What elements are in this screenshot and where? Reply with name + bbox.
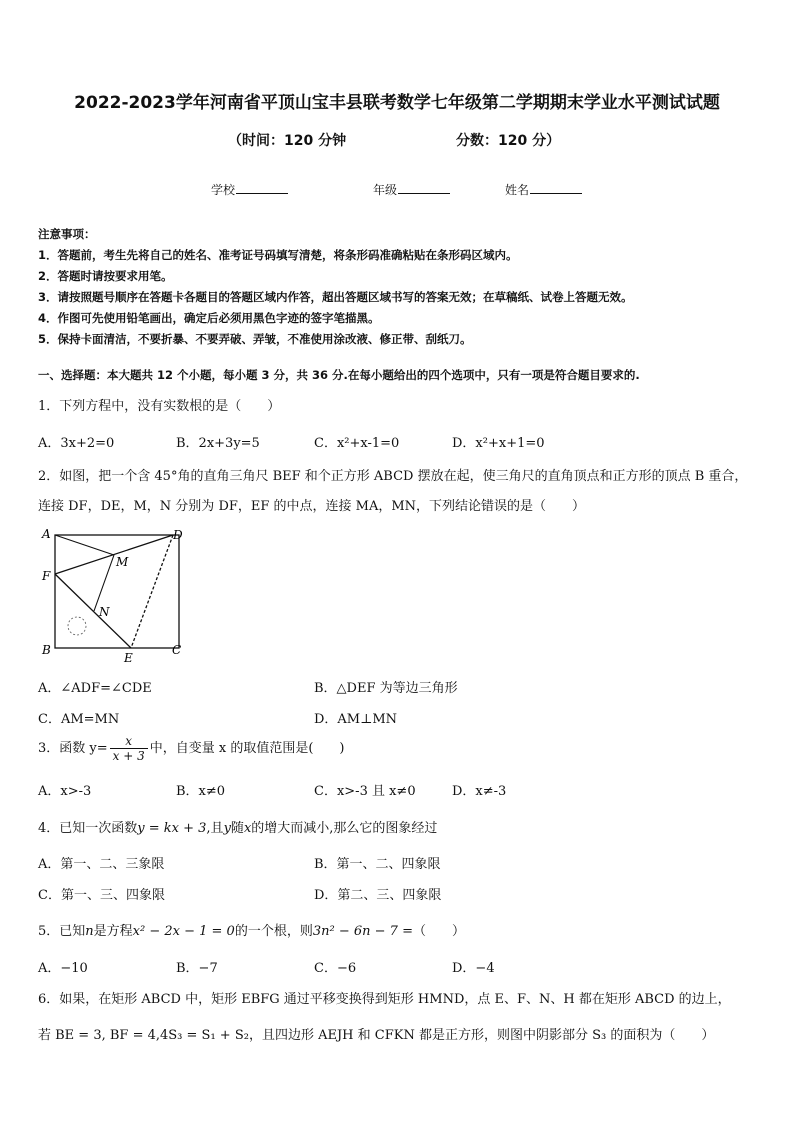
q4-stem	[38, 817, 437, 836]
q5-stem-mid: 是方程	[93, 924, 133, 939]
q5-stem-post: （ ）	[412, 924, 465, 939]
school-label: 学校	[211, 183, 236, 197]
q2-option-d[interactable]: D．AM⊥MN	[314, 712, 398, 727]
note-item: 3．请按照题号顺序在答题卡各题目的答题区域内作答，超出答题区域书写的答案无效；在草稿纸、试卷上答题无效。	[38, 290, 633, 304]
label-a: A	[42, 527, 51, 541]
grade-field[interactable]	[373, 181, 450, 198]
note-item: 1．答题前，考生先将自己的姓名、准考证号码填写清楚，将条形码准确粘贴在条形码区域内。	[38, 248, 518, 262]
notes-heading: 注意事项：	[38, 227, 96, 241]
q3-stem-pre: 3．函数 y=	[38, 741, 108, 756]
q2-stem: 2．如图，把一个含 45°角的直角三角尺 BEF 和个正方形 ABCD 摆放在起，使三角尺的直角顶点和正方形的顶点 B 重合，连接 DF，DE，M，N 分别为 DF，EF 的中点，连接 MA，MN，下列结论错误的是（ ）	[38, 469, 748, 514]
q4-option-b[interactable]: B．第一、二、四象限	[314, 857, 441, 872]
label-d: D	[173, 528, 183, 542]
q4-stem-pre: 4．已知一次函数	[38, 821, 138, 836]
segment-am	[55, 535, 114, 555]
q6-line-1: 6．如果，在矩形 ABCD 中，矩形 EBFG 通过平移变换得到矩形 HMND，点 E、F、N、H 都在矩形 ABCD 的边上，	[38, 992, 731, 1007]
triangle-hole-circle	[68, 617, 86, 635]
notes-section	[38, 224, 633, 350]
grade-blank[interactable]	[398, 181, 450, 194]
q5-expression: 3n² − 6n − 7 =	[312, 924, 413, 939]
q2-option-a[interactable]: A．∠ADF=∠CDE	[38, 681, 152, 696]
name-blank[interactable]	[530, 181, 582, 194]
q4-option-d[interactable]: D．第二、三、四象限	[314, 888, 442, 903]
q4-stem-post: 的增大而减小,那么它的图象经过	[251, 821, 438, 836]
student-info	[0, 181, 794, 201]
label-m: M	[116, 555, 129, 569]
section-heading: 一、选择题：本大题共 12 个小题，每小题 3 分，共 36 分.在每小题给出的四个选项中，只有一项是符合题目要求的.	[38, 368, 640, 382]
q4-option-c[interactable]: C．第一、三、四象限	[38, 888, 165, 903]
q1-option-d[interactable]: D．x²+x+1=0	[452, 436, 545, 451]
segment-de-dashed	[131, 535, 173, 648]
score-label: 分数：120 分）	[456, 133, 561, 149]
q5-var-n: n	[85, 924, 94, 939]
q5-option-b[interactable]: B．−7	[176, 961, 218, 976]
name-field[interactable]	[505, 181, 582, 198]
q3-frac-numerator: x	[110, 734, 148, 749]
q3-fraction	[110, 734, 148, 763]
q1-option-c[interactable]: C．x²+x-1=0	[314, 436, 400, 451]
q4-option-a[interactable]: A．第一、二、三象限	[38, 857, 165, 872]
q5-stem	[38, 920, 465, 939]
exam-title: 2022-2023学年河南省平顶山宝丰县联考数学七年级第二学期期末学业水平测试试题	[74, 93, 720, 113]
label-n: N	[99, 605, 110, 619]
q4-formula: y = kx + 3	[137, 821, 207, 836]
q2-figure	[36, 526, 188, 666]
time-label: （时间：120 分钟	[228, 133, 347, 149]
q1-option-a[interactable]: A．3x+2=0	[38, 436, 115, 451]
name-label: 姓名	[505, 183, 530, 197]
q5-option-a[interactable]: A．−10	[38, 961, 88, 976]
exam-subtitle	[0, 130, 794, 152]
q1-option-b[interactable]: B．2x+3y=5	[176, 436, 260, 451]
q5-option-d[interactable]: D．−4	[452, 961, 495, 976]
q4-var-y: y	[223, 821, 231, 836]
school-field[interactable]	[211, 181, 288, 198]
grade-label: 年级	[373, 183, 398, 197]
q3-option-b[interactable]: B．x≠0	[176, 784, 226, 799]
q5-stem-mid2: 的一个根，则	[234, 924, 313, 939]
segment-fe	[55, 574, 131, 648]
q1-stem: 1．下列方程中，没有实数根的是（ ）	[38, 399, 281, 414]
q3-option-d[interactable]: D．x≠-3	[452, 784, 507, 799]
q4-var-x: x	[243, 821, 252, 836]
q4-stem-mid: ,且	[206, 821, 224, 836]
label-c: C	[172, 643, 182, 657]
q6-line-2: 若 BE = 3, BF = 4,4S₃ = S₁ + S₂，且四边形 AEJH 和 CFKN 都是正方形，则图中阴影部分 S₃ 的面积为（ ）	[38, 1028, 715, 1043]
q3-option-c[interactable]: C．x>-3 且 x≠0	[314, 784, 416, 799]
note-item: 5．保持卡面清洁，不要折暴、不要弄破、弄皱，不准使用涂改液、修正带、刮纸刀。	[38, 332, 472, 346]
q3-option-a[interactable]: A．x>-3	[38, 784, 92, 799]
q3-frac-denominator: x + 3	[112, 749, 145, 763]
q2-option-c[interactable]: C．AM=MN	[38, 712, 120, 727]
note-item: 2．答题时请按要求用笔。	[38, 269, 173, 283]
school-blank[interactable]	[236, 181, 288, 194]
q4-stem-mid2: 随	[230, 821, 244, 836]
q2-option-b[interactable]: B．△DEF 为等边三角形	[314, 681, 458, 696]
q3-stem-post: 中，自变量 x 的取值范围是( )	[149, 741, 345, 756]
segment-mn	[94, 555, 114, 611]
q5-option-c[interactable]: C．−6	[314, 961, 357, 976]
q5-equation: x² − 2x − 1 = 0	[132, 924, 235, 939]
q5-stem-pre: 5．已知	[38, 924, 86, 939]
label-b: B	[42, 643, 51, 657]
label-f: F	[42, 569, 51, 583]
label-e: E	[124, 651, 133, 665]
q3-stem	[38, 734, 344, 763]
note-item: 4．作图可先使用铅笔画出，确定后必须用黑色字迹的签字笔描黑。	[38, 311, 380, 325]
